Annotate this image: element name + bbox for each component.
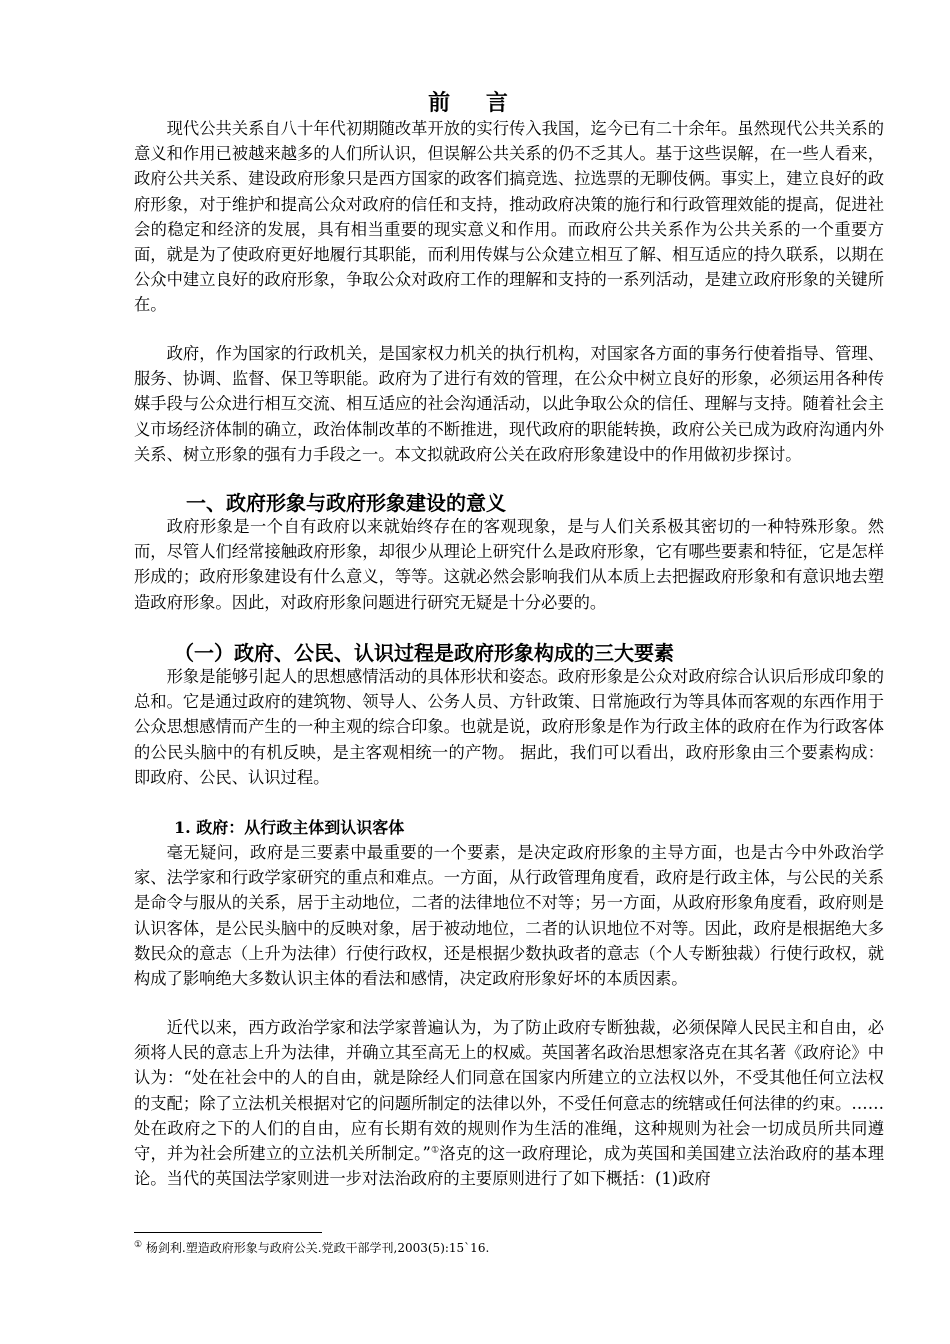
footnote-reference-mark[interactable]: ① xyxy=(430,1145,440,1156)
item-1-paragraph-2-text-a: 近代以来，西方政治学家和法学家普遍认为，为了防止政府专断独裁，必须保障人民民主和自由，必须将人民的意志上升为法律，并确立其至高无上的权威。英国著名政治思想家洛克在其名著《政府论》中认为：“处在社会中的人的自由，就是除经人们同意在国家内所建立的立法权以外，不受其他任何立法权的支配；除了立法机关根据对它的问题所制定的法律以外，不受任何意志的统辖或任何法律的约束。……处在政府之下的人们的自由，应有长期有效的规则作为生活的准绳，这种规则为社会一切成员所共同遵守，并为社会所建立的立法机关所制定。” xyxy=(134,1018,884,1164)
section-heading-1: 一、政府形象与政府形象建设的意义 xyxy=(186,491,506,515)
item-heading-1: 1. 政府：从行政主体到认识客体 xyxy=(174,818,405,837)
page-title: 前 言 xyxy=(428,90,522,116)
preface-paragraph-1: 现代公共关系自八十年代初期随改革开放的实行传入我国，迄今已有二十余年。虽然现代公共关系的意义和作用已被越来越多的人们所认识，但误解公共关系的仍不乏其人。基于这些误解，在一些人看来，政府公共关系、建设政府形象只是西方国家的政客们搞竞选、拉选票的无聊伎俩。事实上，建立良好的政府形象，对于维护和提高公众对政府的信任和支持，推动政府决策的施行和行政管理效能的提高，促进社会的稳定和经济的发展，具有相当重要的现实意义和作用。而政府公共关系作为公共关系的一个重要方面，就是为了使政府更好地履行其职能，而利用传媒与公众建立相互了解、相互适应的持久联系，以期在公众中建立良好的政府形象，争取公众对政府工作的理解和支持的一系列活动，是建立政府形象的关键所在。 xyxy=(134,119,884,315)
section-1-paragraph: 政府形象是一个自有政府以来就始终存在的客观现象，是与人们关系极其密切的一种特殊形象。然而，尽管人们经常接触政府形象，却很少从理论上研究什么是政府形象，它有哪些要素和特征，它是怎样形成的；政府形象建设有什么意义，等等。这就必然会影响我们从本质上去把握政府形象和有意识地去塑造政府形象。因此，对政府形象问题进行研究无疑是十分必要的。 xyxy=(134,517,884,612)
subsection-heading-1: （一）政府、公民、认识过程是政府形象构成的三大要素 xyxy=(174,641,674,665)
footnote-mark: ① xyxy=(134,1240,143,1250)
item-1-paragraph-2 xyxy=(134,1015,884,1191)
item-1-paragraph-2-text-b: 洛克的这一政府理论，成为英国和美国建立法治政府的基本理论。当代的英国法学家则进一步对法治政府的主要原则进行了如下概括：(1)政府 xyxy=(134,1144,884,1189)
subsection-1-paragraph: 形象是能够引起人的思想感情活动的具体形状和姿态。政府形象是公众对政府综合认识后形成印象的总和。它是通过政府的建筑物、领导人、公务人员、方针政策、日常施政行为等具体而客观的东西作用于公众思想感情而产生的一种主观的综合印象。也就是说，政府形象是作为行政主体的政府在作为行政客体的公民头脑中的有机反映，是主客观相统一的产物。 据此，我们可以看出，政府形象由三个要素构成：即政府、公民、认识过程。 xyxy=(134,667,884,787)
item-1-paragraph-1: 毫无疑问，政府是三要素中最重要的一个要素，是决定政府形象的主导方面，也是古今中外政治学家、法学家和行政学家研究的重点和难点。一方面，从行政管理角度看，政府是行政主体，与公民的关系是命令与服从的关系，居于主动地位，二者的法律地位不对等；另一方面，从政府形象角度看，政府则是认识客体，是公民头脑中的反映对象，居于被动地位，二者的认识地位不对等。因此，政府是根据绝大多数民众的意志（上升为法律）行使行政权，还是根据少数执政者的意志（个人专断独裁）行使行政权，就构成了影响绝大多数认识主体的看法和感情，决定政府形象好坏的本质因素。 xyxy=(134,843,884,989)
footnote xyxy=(134,1240,884,1256)
preface-paragraph-2: 政府，作为国家的行政机关，是国家权力机关的执行机构，对国家各方面的事务行使着指导、管理、服务、协调、监督、保卫等职能。政府为了进行有效的管理，在公众中树立良好的形象，必须运用各种传媒手段与公众进行相互交流、相互适应的社会沟通活动，以此争取公众的信任、理解与支持。随着社会主义市场经济体制的确立，政治体制改革的不断推进，现代政府的职能转换，政府公关已成为政府沟通内外关系、树立形象的强有力手段之一。本文拟就政府公关在政府形象建设中的作用做初步探讨。 xyxy=(134,344,884,464)
footnote-text: 杨剑利.塑造政府形象与政府公关.党政干部学刊,2003(5):15`16. xyxy=(142,1241,490,1255)
footnote-separator xyxy=(134,1232,322,1233)
